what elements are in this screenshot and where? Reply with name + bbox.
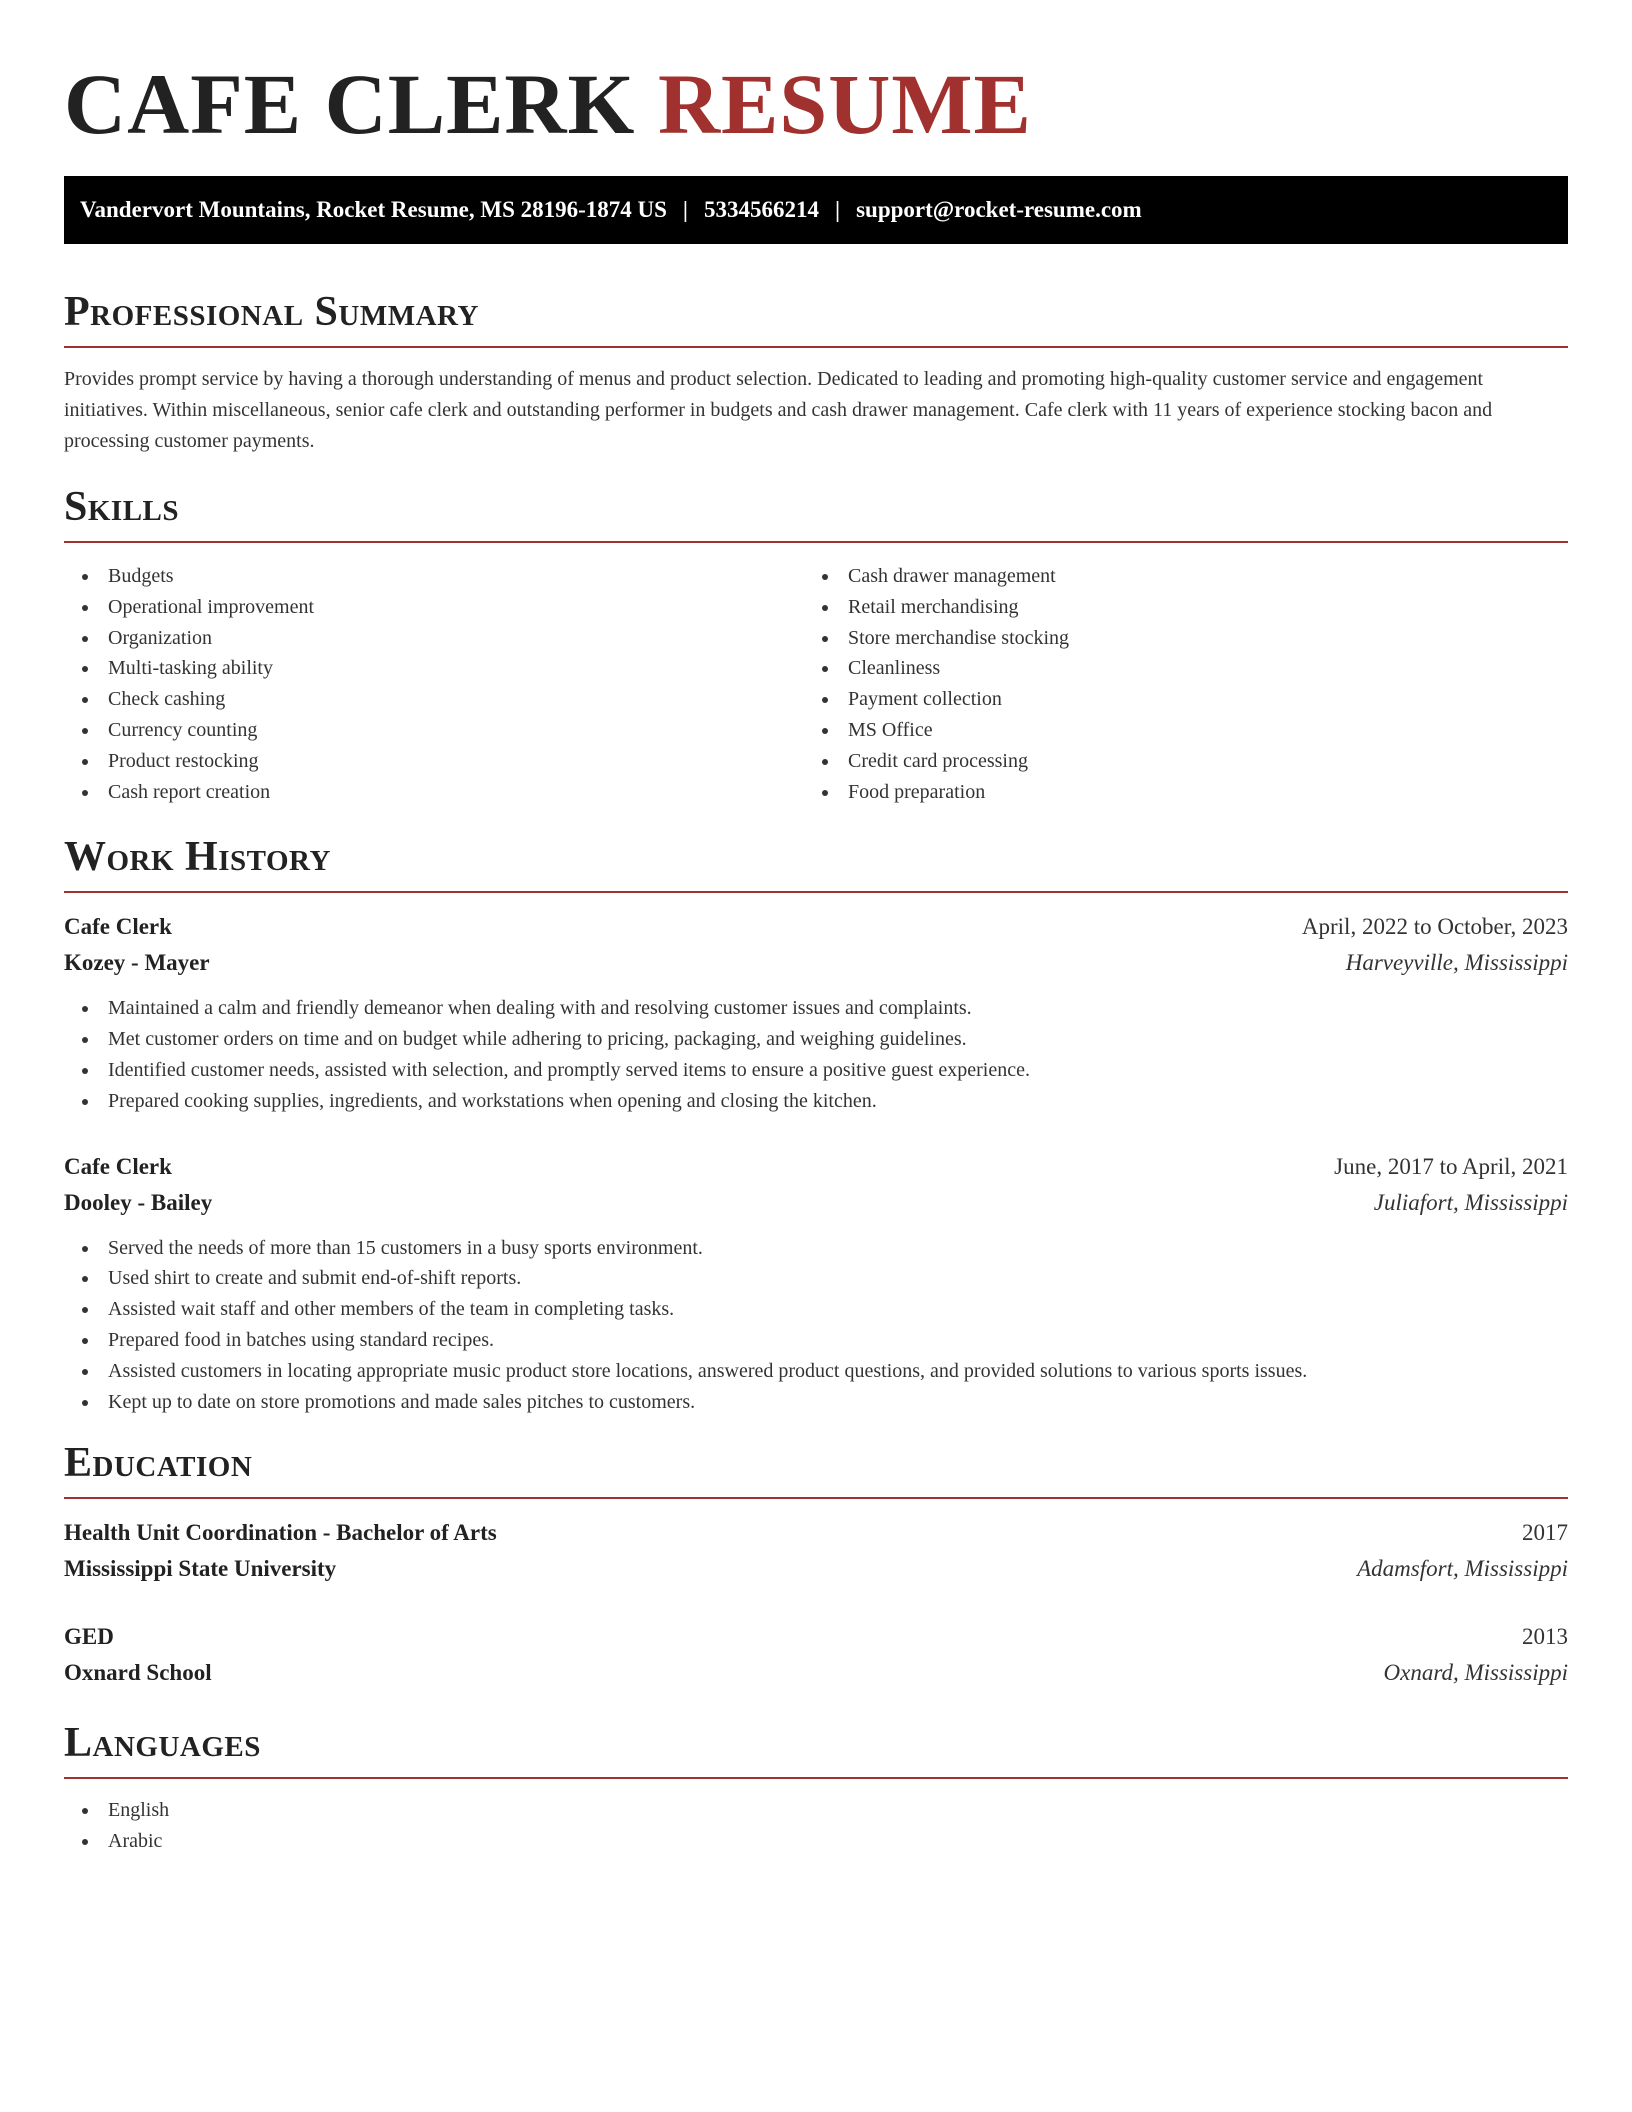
contact-address: Vandervort Mountains, Rocket Resume, MS 28196-1874 US <box>80 197 667 222</box>
job-company-row <box>64 1185 1568 1221</box>
education-section <box>64 1439 1568 1691</box>
skill-item: Product restocking <box>64 746 804 777</box>
skill-item: Multi-tasking ability <box>64 653 804 684</box>
school-location: Oxnard, Mississippi <box>1383 1660 1568 1686</box>
skill-item: Budgets <box>64 561 804 592</box>
job-location: Harveyville, Mississippi <box>1345 950 1568 976</box>
job-location: Juliafort, Mississippi <box>1373 1189 1568 1215</box>
language-item: Arabic <box>64 1826 1568 1857</box>
summary-heading: Professional Summary <box>64 288 1568 348</box>
skill-item: Credit card processing <box>804 746 1568 777</box>
duty-item: Met customer orders on time and on budget while adhering to pricing, packaging, and weighing guidelines. <box>64 1024 1568 1055</box>
title-main: CAFE CLERK <box>64 56 636 152</box>
title-accent: RESUME <box>657 56 1032 152</box>
skill-item: Store merchandise stocking <box>804 623 1568 654</box>
contact-phone: 5334566214 <box>704 197 819 222</box>
skills-list-right <box>804 561 1568 807</box>
job-company: Dooley - Bailey <box>64 1189 213 1215</box>
skill-item: Operational improvement <box>64 592 804 623</box>
skills-list-left <box>64 561 804 807</box>
duty-item: Kept up to date on store promotions and made sales pitches to customers. <box>64 1387 1568 1418</box>
school-location: Adamsfort, Mississippi <box>1357 1556 1568 1582</box>
degree-year: 2017 <box>1522 1520 1568 1546</box>
duty-item: Prepared cooking supplies, ingredients, and workstations when opening and closing the kitchen. <box>64 1086 1568 1117</box>
work-heading: Work History <box>64 833 1568 893</box>
job-title-row <box>64 909 1568 945</box>
skills-section <box>64 483 1568 807</box>
degree-row <box>64 1619 1568 1655</box>
job-company: Kozey - Mayer <box>64 950 210 976</box>
job-title: Cafe Clerk <box>64 1153 172 1179</box>
duty-item: Assisted customers in locating appropriate music product store locations, answered product questions, and provided solutions to various sports issues. <box>64 1356 1568 1387</box>
skill-item: Retail merchandising <box>804 592 1568 623</box>
skill-item: Food preparation <box>804 777 1568 808</box>
resume-title <box>64 0 1568 176</box>
duty-item: Prepared food in batches using standard recipes. <box>64 1325 1568 1356</box>
degree-year: 2013 <box>1522 1624 1568 1650</box>
school-row <box>64 1655 1568 1691</box>
skill-item: Organization <box>64 623 804 654</box>
languages-section <box>64 1719 1568 1857</box>
contact-separator: | <box>682 197 688 222</box>
summary-section <box>64 288 1568 457</box>
summary-text: Provides prompt service by having a thorough understanding of menus and product selection. Dedicated to leading and promoting high-quality customer service and engagement initiatives. Within miscellaneous, senior cafe clerk and outstanding performer in budgets and cash drawer management. Cafe clerk with 11 years of experience stocking bacon and processing customer payments. <box>64 368 1493 452</box>
work-section <box>64 833 1568 1417</box>
duty-item: Assisted wait staff and other members of the team in completing tasks. <box>64 1294 1568 1325</box>
contact-bar <box>64 176 1568 244</box>
job-company-row <box>64 945 1568 981</box>
job-entry <box>64 909 1568 1116</box>
skills-heading: Skills <box>64 483 1568 543</box>
contact-separator: | <box>835 197 841 222</box>
duty-item: Used shirt to create and submit end-of-shift reports. <box>64 1263 1568 1294</box>
job-dates: June, 2017 to April, 2021 <box>1334 1153 1568 1179</box>
skills-grid <box>64 561 1568 807</box>
school-name: Mississippi State University <box>64 1556 337 1582</box>
skill-item: Cash report creation <box>64 777 804 808</box>
duty-item: Maintained a calm and friendly demeanor when dealing with and resolving customer issues and complaints. <box>64 993 1568 1024</box>
skill-item: Cleanliness <box>804 653 1568 684</box>
job-entry <box>64 1149 1568 1418</box>
job-dates: April, 2022 to October, 2023 <box>1301 914 1568 940</box>
job-duties <box>64 993 1568 1116</box>
degree-name: GED <box>64 1624 114 1650</box>
languages-list <box>64 1795 1568 1857</box>
school-name: Oxnard School <box>64 1660 212 1686</box>
language-item: English <box>64 1795 1568 1826</box>
job-title: Cafe Clerk <box>64 914 172 940</box>
degree-name: Health Unit Coordination - Bachelor of Arts <box>64 1520 497 1546</box>
duty-item: Served the needs of more than 15 customers in a busy sports environment. <box>64 1233 1568 1264</box>
education-entry <box>64 1515 1568 1587</box>
skill-item: Payment collection <box>804 684 1568 715</box>
school-row <box>64 1551 1568 1587</box>
job-title-row <box>64 1149 1568 1185</box>
duty-item: Identified customer needs, assisted with selection, and promptly served items to ensure a positive guest experience. <box>64 1055 1568 1086</box>
degree-row <box>64 1515 1568 1551</box>
job-duties <box>64 1233 1568 1418</box>
contact-email: support@rocket-resume.com <box>856 197 1142 222</box>
education-heading: Education <box>64 1439 1568 1499</box>
education-entry <box>64 1619 1568 1691</box>
skill-item: Cash drawer management <box>804 561 1568 592</box>
skill-item: Currency counting <box>64 715 804 746</box>
skill-item: MS Office <box>804 715 1568 746</box>
languages-heading: Languages <box>64 1719 1568 1779</box>
skill-item: Check cashing <box>64 684 804 715</box>
